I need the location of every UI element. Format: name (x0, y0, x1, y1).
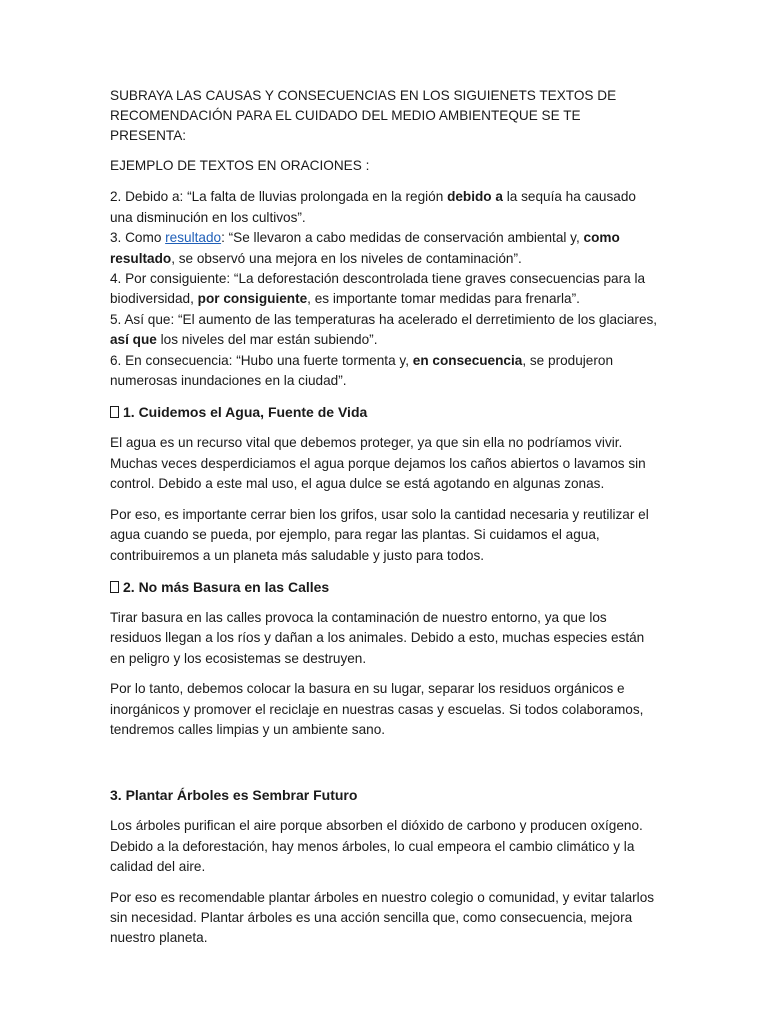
example-3: 3. Como resultado: “Se llevaron a cabo medidas de conservación ambiental y, como resultado, se observó una mejora en los niveles de contaminación”. (110, 230, 620, 266)
example-4: 4. Por consiguiente: “La deforestación descontrolada tiene graves consecuencias para la biodiversidad, por consiguiente, es importante tomar medidas para frenarla”. (110, 271, 646, 307)
example-2: 2. Debido a: “La falta de lluvias prolongada en la región debido a la sequía ha causado una disminución en los cultivos”. (110, 189, 636, 225)
title-line-2: RECOMENDACIÓN PARA EL CUIDADO DEL MEDIO AMBIENTEQUE SE TE PRESENTA: (110, 108, 581, 143)
examples-list (110, 187, 660, 391)
example-5: 5. Así que: “El aumento de las temperaturas ha acelerado el derretimiento de los glaciares, así que los niveles del mar están subiendo”. (110, 311, 658, 348)
missing-glyph-icon (110, 581, 119, 593)
section-2-heading: 2. No más Basura en las Calles (110, 577, 660, 597)
section-3-paragraph-1: Los árboles purifican el aire porque absorben el dióxido de carbono y producen oxígeno. Debido a la deforestación, hay menos árboles, lo cual empeora el cambio climático y la calidad del aire. (110, 818, 643, 875)
section-2-paragraph-1: Tirar basura en las calles provoca la contaminación de nuestro entorno, ya que los residuos llegan a los ríos y dañan a los animales. Debido a esto, muchas especies están en peligro y los ecosistemas se destruyen. (110, 609, 645, 666)
section-2-paragraph-2: Por lo tanto, debemos colocar la basura en su lugar, separar los residuos orgánicos e inorgánicos y promover el reciclaje en nuestras casas y escuelas. Si todos colaboramos, tendremos calles limpias y un ambiente sano. (110, 681, 644, 737)
connector-bold: en consecuencia (412, 352, 523, 368)
section-1-paragraph-1: El agua es un recurso vital que debemos proteger, ya que sin ella no podríamos vivir. Muchas veces desperdiciamos el agua porque dejamos los caños abiertos o lavamos sin control. Debido a este mal uso, el agua dulce se está agotando en algunas zonas. (110, 435, 646, 492)
section-1-paragraph-2: Por eso, es importante cerrar bien los grifos, usar solo la cantidad necesaria y reutilizar el agua cuando se pueda, por ejemplo, para regar las plantas. Si cuidamos el agua, contribuiremos a un planeta más saludable y justo para todos. (110, 506, 649, 563)
connector-bold: por consiguiente (197, 291, 308, 307)
section-3-heading: 3. Plantar Árboles es Sembrar Futuro (110, 787, 358, 804)
section-3-paragraph-2: Por eso es recomendable plantar árboles en nuestro colegio o comunidad, y evitar talarlos sin necesidad. Plantar árboles es una acción sencilla que, como consecuencia, mejora nuestro planeta. (110, 889, 655, 946)
title-line-1: SUBRAYA LAS CAUSAS Y CONSECUENCIAS EN LOS SIGUIENETS TEXTOS DE (110, 88, 617, 103)
examples-subtitle: EJEMPLO DE TEXTOS EN ORACIONES : (110, 158, 370, 173)
resultado-link[interactable]: resultado (165, 230, 222, 246)
example-6: 6. En consecuencia: “Hubo una fuerte tormenta y, en consecuencia, se produjeron numerosas inundaciones en la ciudad”. (110, 352, 614, 389)
section-1-heading: 1. Cuidemos el Agua, Fuente de Vida (110, 402, 660, 422)
connector-bold: debido a (447, 189, 503, 205)
connector-bold: así que (110, 332, 157, 348)
missing-glyph-icon (110, 406, 119, 418)
connector-bold: como resultado (110, 230, 620, 266)
page-title (110, 86, 660, 146)
